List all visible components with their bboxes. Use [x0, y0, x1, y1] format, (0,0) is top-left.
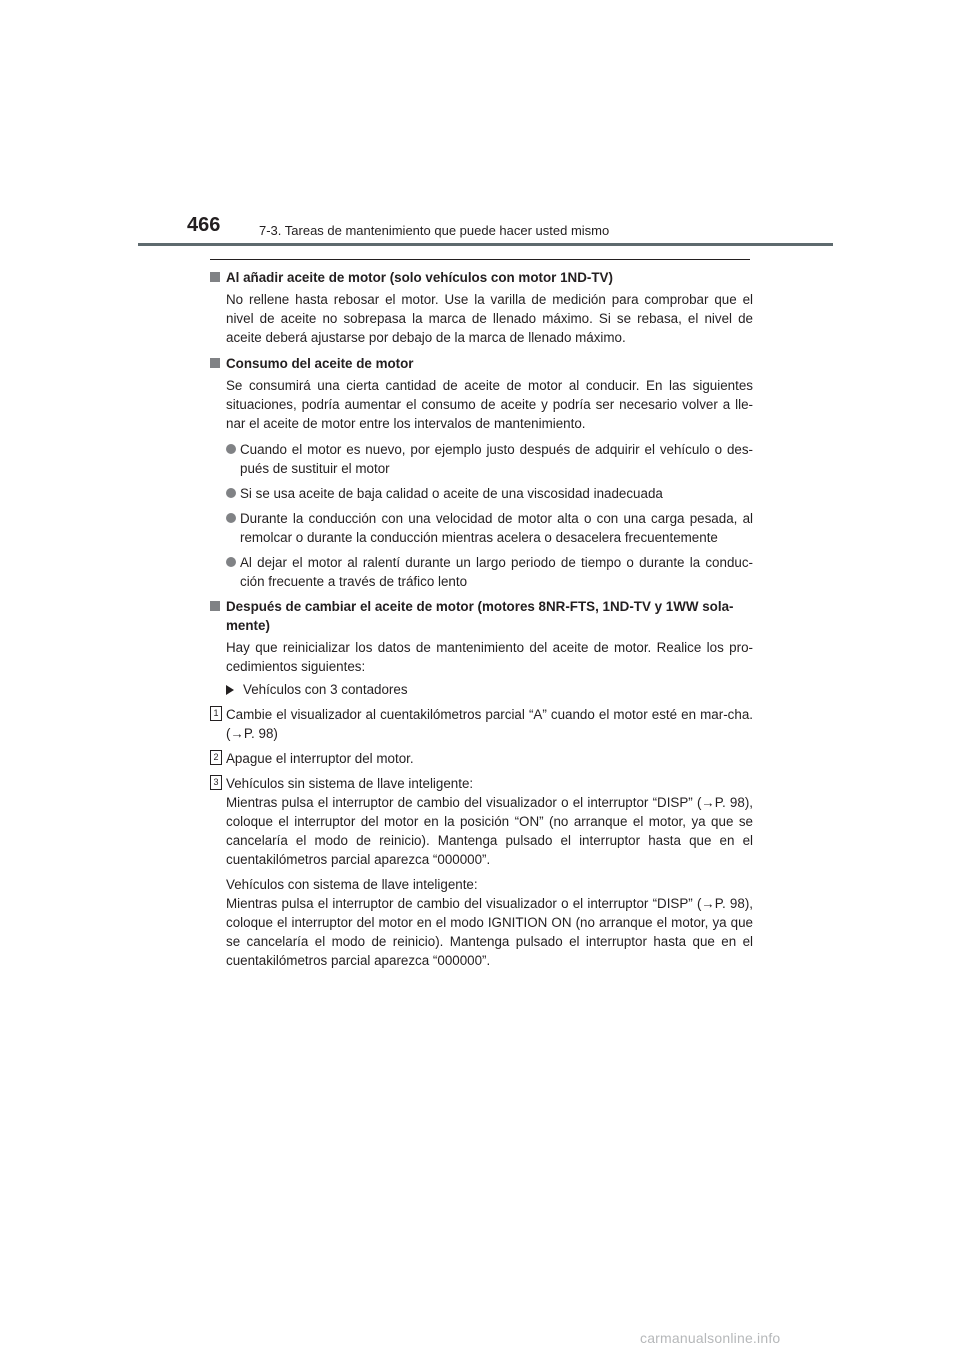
step-text: Mientras pulsa el interruptor de cambio del visualizador o el interruptor “DISP” (→P. 98), coloque el interruptor del motor en el modo IGNITION ON (no arranque el motor, ya que se cancelaría el modo de reinicio). Mantenga pulsado el interruptor hasta que en el cuentakilómetros parcial aparezca “000000”. [226, 896, 753, 968]
list-item [210, 440, 753, 478]
square-bullet-icon [210, 358, 220, 368]
step-item [210, 749, 753, 768]
paragraph: Hay que reinicializar los datos de mantenimiento del aceite de motor. Realice los pro-cedimientos siguientes: [226, 640, 753, 674]
list-item-text: Cuando el motor es nuevo, por ejemplo justo después de adquirir el vehículo o des-pués de sustituir el motor [240, 442, 753, 476]
heading-text: Consumo del aceite de motor [226, 356, 414, 371]
list-item [210, 484, 753, 503]
section-heading [210, 268, 753, 287]
list-item-text: Al dejar el motor al ralentí durante un largo periodo de tiempo o durante la conduc-ción frecuente a través de tráfico lento [240, 555, 753, 589]
vehicle-type-label [210, 680, 753, 699]
circle-bullet-icon [226, 513, 236, 523]
arrow-right-icon [226, 685, 234, 695]
square-bullet-icon [210, 601, 220, 611]
square-bullet-icon [210, 272, 220, 282]
circle-bullet-icon [226, 557, 236, 567]
heading-text: Después de cambiar el aceite de motor (motores 8NR-FTS, 1ND-TV y 1WW sola-mente) [226, 599, 734, 633]
paragraph: Se consumirá una cierta cantidad de aceite de motor al conducir. En las siguientes situaciones, podría aumentar el consumo de aceite y podría ser necesario volver a lle-nar el aceite de motor entre los intervalos de mantenimiento. [226, 378, 753, 431]
header-divider [138, 243, 833, 246]
section-heading [210, 597, 753, 635]
step-condition: Vehículos con sistema de llave inteligente: [226, 877, 478, 892]
page-content [210, 268, 753, 976]
step-condition: Vehículos sin sistema de llave inteligente: [226, 776, 474, 791]
section-heading [210, 354, 753, 373]
watermark: carmanualsonline.info [640, 1330, 781, 1346]
list-item [210, 509, 753, 547]
step-alternative [210, 875, 753, 970]
step-text: Apague el interruptor del motor. [226, 751, 414, 766]
step-number-badge: 3 [210, 775, 222, 790]
step-number-badge: 1 [210, 706, 222, 721]
circle-bullet-icon [226, 444, 236, 454]
paragraph: No rellene hasta rebosar el motor. Use la varilla de medición para comprobar que el nivel de aceite no sobrepasa la marca de llenado máximo. Si se rebasa, el nivel de aceite deberá ajustarse por debajo de la marca de llenado máximo. [226, 292, 753, 345]
list-item [210, 553, 753, 591]
section-title: 7-3. Tareas de mantenimiento que puede hacer usted mismo [259, 223, 610, 238]
vehicle-type-text: Vehículos con 3 contadores [243, 682, 408, 697]
step-text: Mientras pulsa el interruptor de cambio del visualizador o el interruptor “DISP” (→P. 98), coloque el interruptor del motor en la posición “ON” (no arranque el motor, ya que se cancelaría el modo de reinicio). Mantenga pulsado el interruptor hasta que en el cuentakilómetros parcial aparezca “000000”. [226, 795, 753, 867]
list-item-text: Si se usa aceite de baja calidad o aceite de una viscosidad inadecuada [240, 486, 663, 501]
page-number: 466 [187, 214, 221, 236]
step-text: Cambie el visualizador al cuentakilómetros parcial “A” cuando el motor esté en mar-cha. (→P. 98) [226, 707, 753, 741]
step-number-badge: 2 [210, 750, 222, 765]
step-item [210, 705, 753, 743]
list-item-text: Durante la conducción con una velocidad de motor alta o con una carga pesada, al remolcar o durante la conducción mientras acelera o desacelera frecuentemente [240, 511, 753, 545]
section-divider [210, 259, 750, 260]
heading-text: Al añadir aceite de motor (solo vehículos con motor 1ND-TV) [226, 270, 613, 285]
circle-bullet-icon [226, 488, 236, 498]
step-item [210, 774, 753, 869]
